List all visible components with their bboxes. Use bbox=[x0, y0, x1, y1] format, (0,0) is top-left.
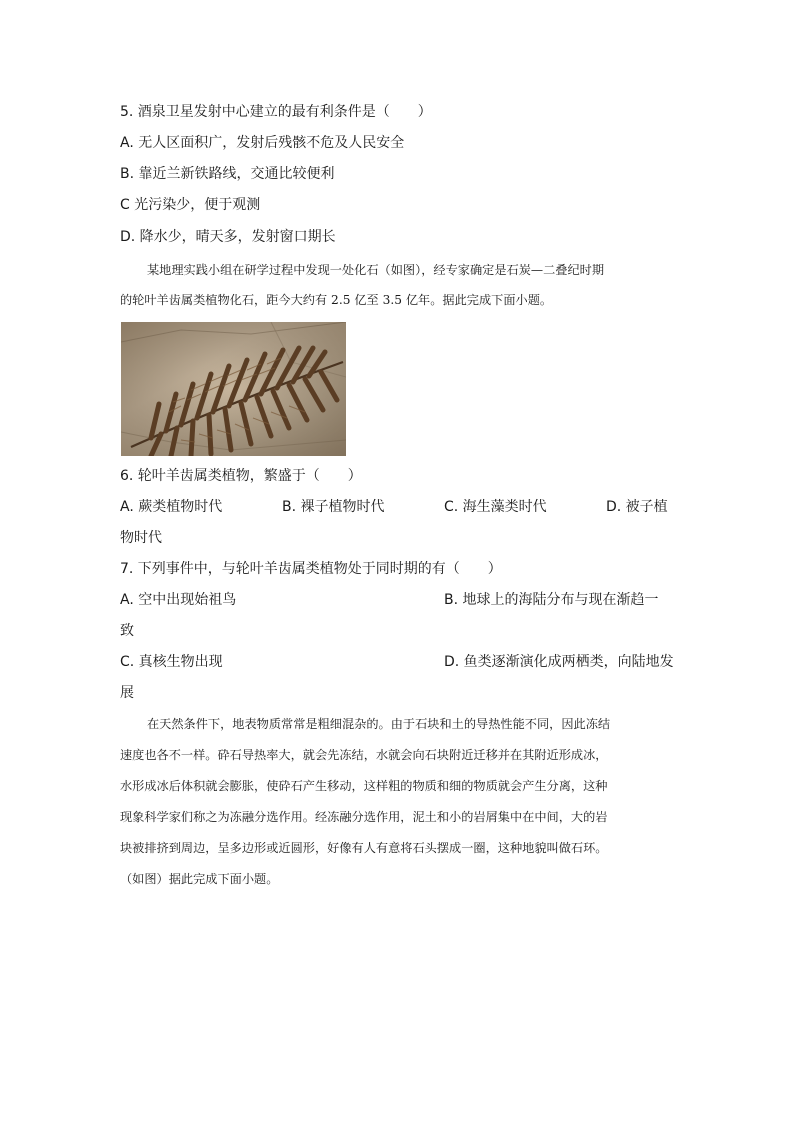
q6-option-d: D. 被子植 bbox=[606, 499, 668, 515]
passage2-line-2: 速度也各不一样。砕石导热率大，就会先冻结，水就会向石块附近迁移并在其附近形成冰， bbox=[120, 748, 608, 762]
passage2-line-4: 现象科学家们称之为冻融分选作用。经冻融分选作用，泥土和小的岩屑集中在中间，大的岩 bbox=[120, 810, 608, 824]
q5-option-a: A. 无人区面积广，发射后残骸不危及人民安全 bbox=[120, 135, 405, 151]
passage1-line-2: 的轮叶羊齿属类植物化石，距今大约有 2.5 亿至 3.5 亿年。据此完成下面小题。 bbox=[120, 293, 553, 307]
passage2-line-3: 水形成冰后体积就会膨胀，使砕石产生移动，这样粗的物质和细的物质就会产生分离，这种 bbox=[120, 779, 608, 793]
q7-stem: 7. 下列事件中，与轮叶羊齿属类植物处于同时期的有（ ） bbox=[120, 561, 502, 577]
fern-fossil-image bbox=[121, 322, 346, 456]
q5-stem: 5. 酒泉卫星发射中心建立的最有利条件是（ ） bbox=[120, 104, 432, 120]
q5-option-b: B. 靠近兰新铁路线，交通比较便利 bbox=[120, 166, 335, 182]
q7-option-b-wrap: 致 bbox=[120, 623, 134, 639]
q5-option-c: C 光污染少，便于观测 bbox=[120, 197, 261, 213]
q7-option-a: A. 空中出现始祖鸟 bbox=[120, 592, 237, 608]
q7-option-d: D. 鱼类逐渐演化成两栖类，向陆地发 bbox=[444, 654, 674, 670]
passage2-line-6: （如图）据此完成下面小题。 bbox=[120, 872, 279, 886]
q5-option-d: D. 降水少，晴天多，发射窗口期长 bbox=[120, 229, 336, 245]
fern-fossil-icon bbox=[121, 322, 346, 456]
q7-option-b: B. 地球上的海陆分布与现在渐趋一 bbox=[444, 592, 659, 608]
q6-option-c: C. 海生藻类时代 bbox=[444, 499, 547, 515]
passage1-line-1: 某地理实践小组在研学过程中发现一处化石（如图），经专家确定是石炭—二叠纪时期 bbox=[147, 263, 605, 277]
passage2-line-5: 块被排挤到周边，呈多边形或近圆形，好像有人有意将石头摆成一圈，这种地貌叫做石环。 bbox=[120, 841, 608, 855]
q7-option-c: C. 真核生物出现 bbox=[120, 654, 223, 670]
q7-option-d-wrap: 展 bbox=[120, 685, 134, 701]
q6-stem: 6. 轮叶羊齿属类植物，繁盛于（ ） bbox=[120, 468, 362, 484]
passage2-line-1: 在天然条件下，地表物质常常是粗细混杂的。由于石块和土的导热性能不同，因此冻结 bbox=[147, 717, 611, 731]
q6-option-a: A. 蕨类植物时代 bbox=[120, 499, 223, 515]
q6-option-b: B. 裸子植物时代 bbox=[282, 499, 385, 515]
q6-option-d-wrap: 物时代 bbox=[120, 530, 162, 546]
